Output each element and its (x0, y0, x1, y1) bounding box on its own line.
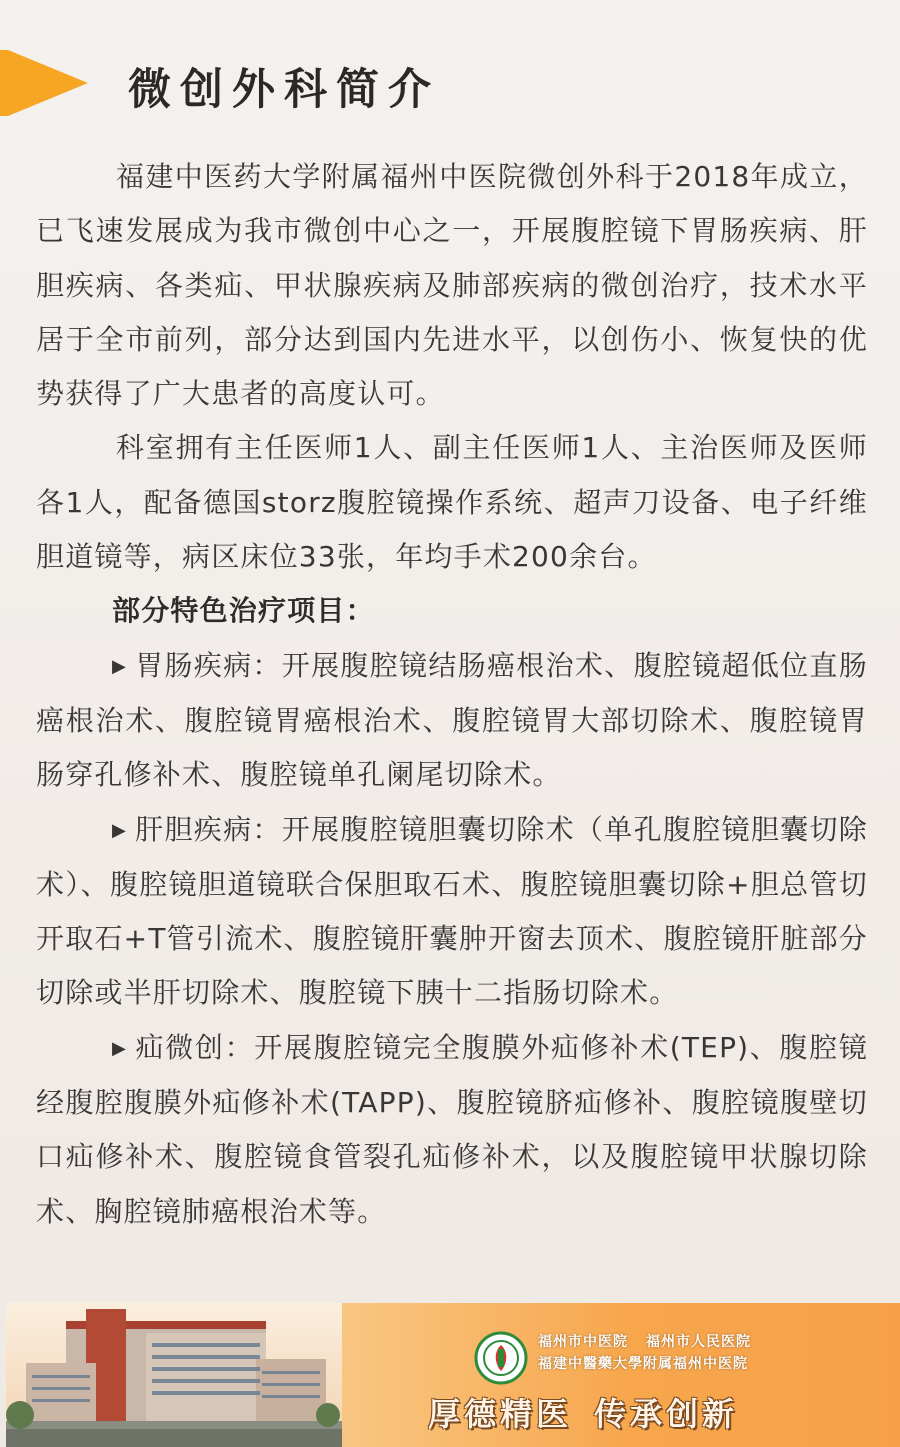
hospital-building-image (6, 1303, 342, 1447)
hospital-name-1: 福州市中医院 (538, 1334, 628, 1350)
feature-item-hepatobiliary (36, 803, 868, 1021)
intro-paragraph-2: 科室拥有主任医师1人、副主任医师1人、主治医师及医师各1人，配备德国storz腹腔镜操作系统、超声刀设备、电子纤维胆道镜等，病区床位33张，年均手术200余台。 (36, 431, 868, 574)
feature-item-gastro (36, 639, 868, 803)
hospital-name-3: 福建中醫藥大學附属福州中医院 (538, 1356, 748, 1372)
article-body (36, 150, 868, 1239)
hospital-name-2: 福州市人民医院 (646, 1334, 751, 1350)
arrow-icon (0, 38, 95, 128)
slogan-part-2: 传承创新 (594, 1395, 739, 1433)
triangle-bullet-icon: ▶ (112, 655, 128, 677)
features-heading: 部分特色治疗项目： (112, 594, 375, 628)
feature-item-text: 疝微创：开展腹腔镜完全腹膜外疝修补术(TEP)、腹腔镜经腹腔腹膜外疝修补术(TAPP)、腹腔镜脐疝修补、腹腔镜腹壁切口疝修补术、腹腔镜食管裂孔疝修补术，以及腹腔镜甲状腺切除术、胸腔镜肺癌根治术等。 (36, 1030, 868, 1228)
page-header (0, 30, 900, 130)
slogan (428, 1389, 738, 1435)
triangle-bullet-icon: ▶ (112, 819, 128, 841)
hospital-names (538, 1331, 751, 1351)
hospital-emblem-icon (474, 1331, 528, 1385)
feature-item-text: 肝胆疾病：开展腹腔镜胆囊切除术（单孔腹腔镜胆囊切除术）、腹腔镜胆道镜联合保胆取石术、腹腔镜胆囊切除+胆总管切开取石+T管引流术、腹腔镜肝囊肿开窗去顶术、腹腔镜肝脏部分切除或半肝切除术、腹腔镜下胰十二指肠切除术。 (36, 812, 868, 1010)
triangle-bullet-icon: ▶ (112, 1037, 128, 1059)
hospital-logos (474, 1327, 804, 1387)
feature-item-hernia (36, 1021, 868, 1239)
feature-item-text: 胃肠疾病：开展腹腔镜结肠癌根治术、腹腔镜超低位直肠癌根治术、腹腔镜胃癌根治术、腹腔镜胃大部切除术、腹腔镜胃肠穿孔修补术、腹腔镜单孔阑尾切除术。 (36, 648, 868, 792)
intro-paragraph-1: 福建中医药大学附属福州中医院微创外科于2018年成立，已飞速发展成为我市微创中心之一，开展腹腔镜下胃肠疾病、肝胆疾病、各类疝、甲状腺疾病及肺部疾病的微创治疗，技术水平居于全市前列，部分达到国内先进水平，以创伤小、恢复快的优势获得了广大患者的高度认可。 (36, 160, 868, 411)
footer-banner (6, 1303, 900, 1447)
slogan-part-1: 厚德精医 (428, 1395, 573, 1433)
page-title: 微创外科简介 (128, 65, 440, 115)
